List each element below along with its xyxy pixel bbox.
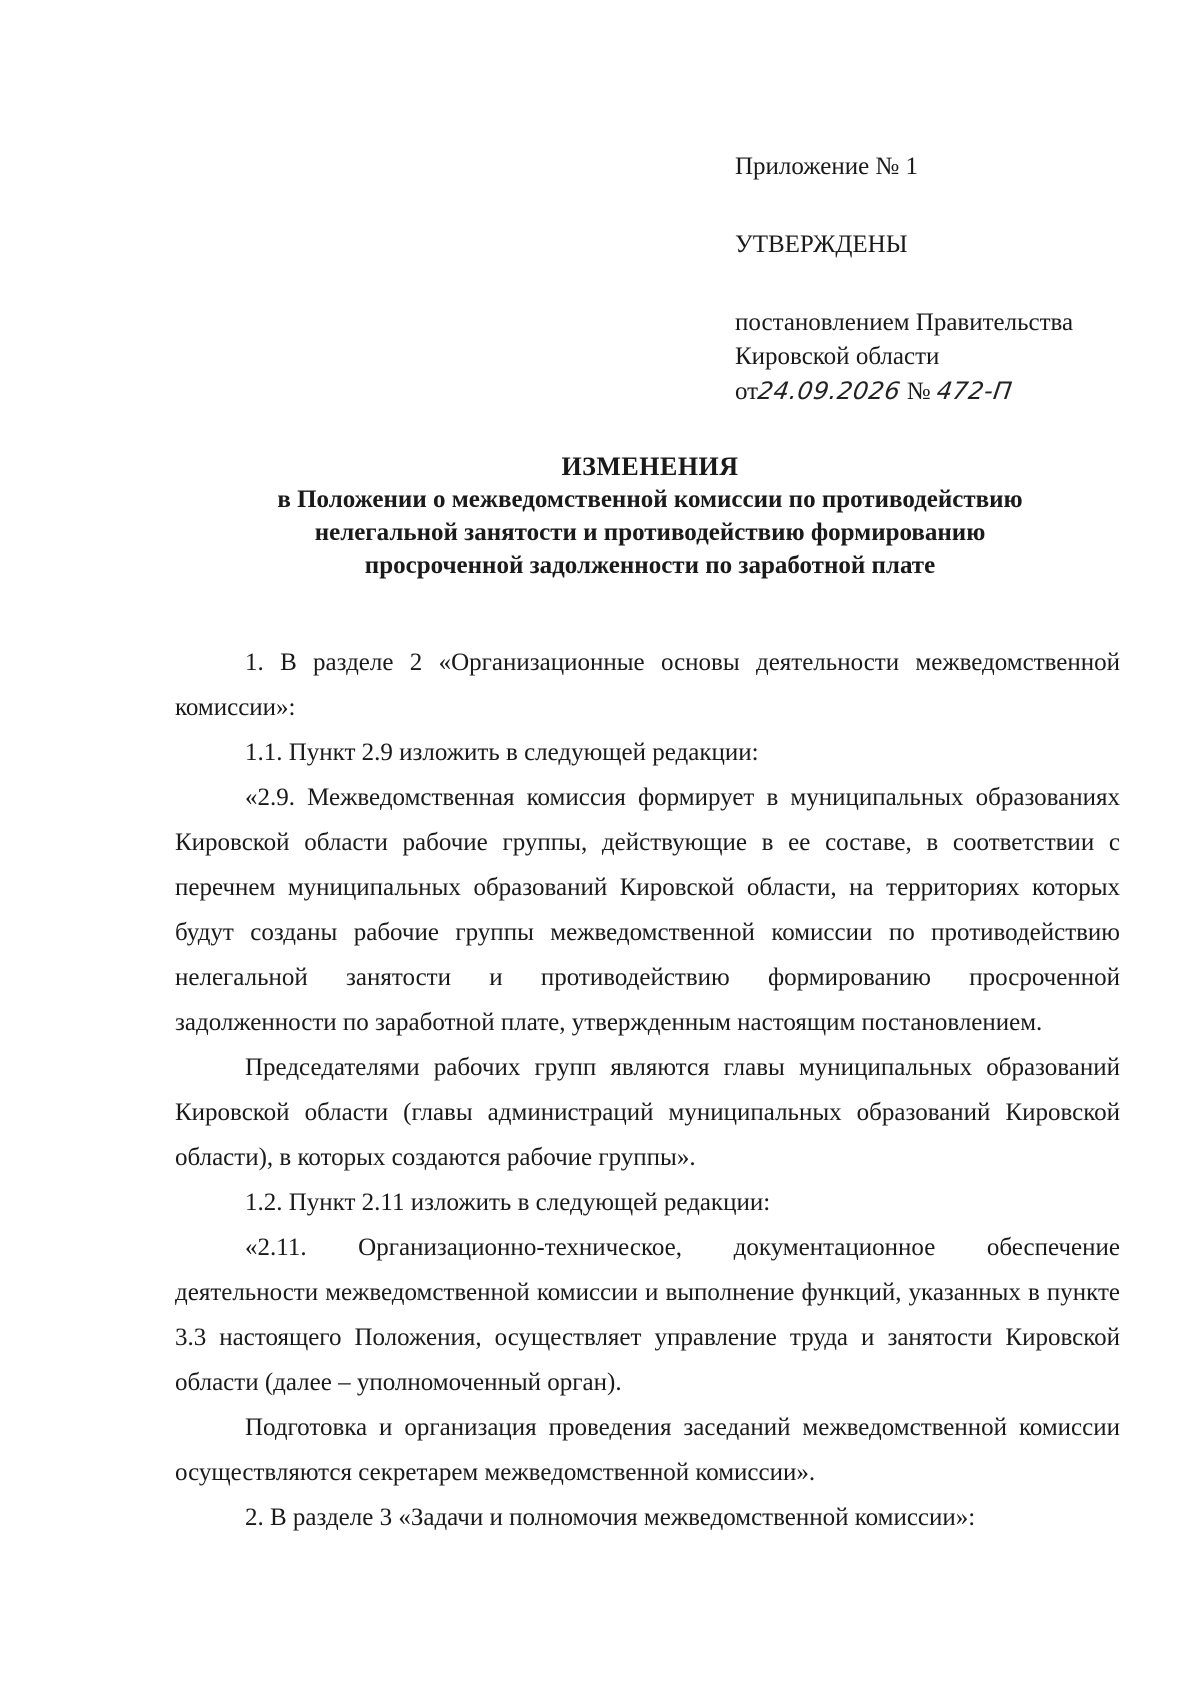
paragraph-secretary: Подготовка и организация проведения заседаний межведомственной комиссии осуществляются секретарем межведомственной комиссии». (175, 1414, 1120, 1486)
handwritten-number: 472-П (934, 377, 1014, 405)
handwritten-date: 24.09.2026 (756, 377, 903, 405)
paragraph-chairs: Председателями рабочих групп являются главы муниципальных образований Кировской области (главы администраций муниципальных образований Кировской области), в которых создаются рабочие группы». (175, 1054, 1120, 1171)
resolution-line-1: постановлением Правительства (735, 309, 1074, 336)
paragraph-2-11: «2.11. Организационно-техническое, документационное обеспечение деятельности межведомственной комиссии и выполнение функций, указанных в пункте 3.3 настоящего Положения, осуществляет управление труда и занятости Кировской области (далее – уполномоченный орган). (175, 1234, 1120, 1396)
title-subtitle-line-2: нелегальной занятости и противодействию формированию (314, 519, 986, 546)
paragraph-section-3: 2. В разделе 3 «Задачи и полномочия межведомственной комиссии»: (245, 1504, 976, 1531)
date-prefix: от (735, 378, 759, 405)
resolution-line-2: Кировской области (735, 343, 940, 370)
title-main: ИЗМЕНЕНИЯ (561, 452, 739, 481)
number-prefix: № (906, 378, 931, 405)
document-title (200, 450, 1100, 582)
date-number-line (735, 374, 1155, 409)
title-subtitle-line-1: в Положении о межведомственной комиссии по противодействию (277, 486, 1023, 513)
paragraph-1-2: 1.2. Пункт 2.11 изложить в следующей редакции: (245, 1189, 771, 1216)
title-subtitle-line-3: просроченной задолженности по заработной плате (364, 552, 936, 579)
approved-label: УТВЕРЖДЕНЫ (735, 231, 908, 258)
resolution-block (735, 306, 1155, 409)
annex-label: Приложение № 1 (735, 153, 919, 180)
paragraph-2-9: «2.9. Межведомственная комиссия формирует в муниципальных образованиях Кировской области рабочие группы, действующие в ее составе, в соответствии с перечнем муниципальных образований Кировской области, на территориях которых будут созданы рабочие группы межведомственной комиссии по противодействию нелегальной занятости и противодействию формированию просроченной задолженности по заработной плате, утвержденным настоящим постановлением. (175, 784, 1120, 1036)
approval-block (735, 150, 1155, 409)
document-body (175, 640, 1120, 1540)
paragraph-1-1: 1.1. Пункт 2.9 изложить в следующей редакции: (245, 739, 759, 766)
paragraph-section-2: 1. В разделе 2 «Организационные основы деятельности межведомственной комиссии»: (175, 649, 1120, 721)
